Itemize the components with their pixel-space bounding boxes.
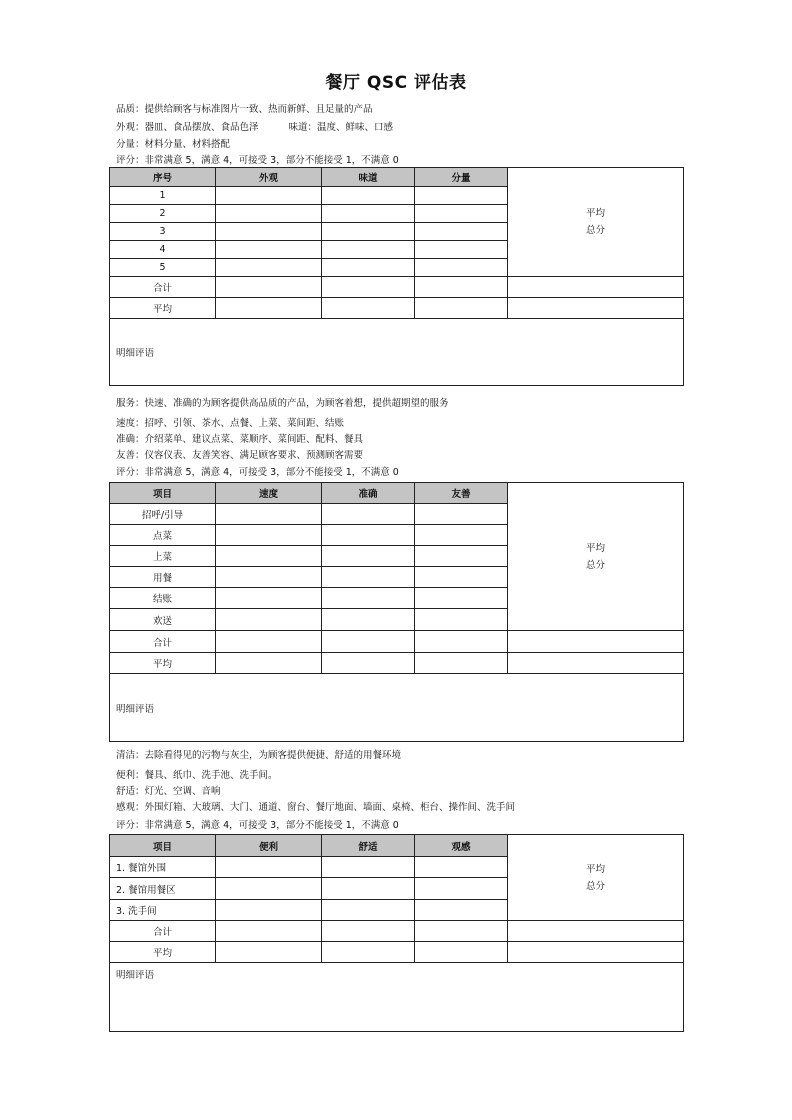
row-label: 1 [110, 187, 216, 205]
score-cell[interactable] [216, 921, 322, 942]
row-label: 招呼/引导 [110, 504, 216, 525]
score-cell[interactable] [322, 631, 415, 653]
service-friendly-line: 友善：仪容仪表、友善笑容、满足顾客要求、预测顾客需要 [116, 450, 364, 461]
service-scoring-line: 评分：非常满意 5，满意 4，可接受 3，部分不能接受 1，不满意 0 [116, 467, 399, 478]
score-cell[interactable] [415, 504, 508, 525]
score-cell[interactable] [322, 609, 415, 631]
total-label: 合计 [110, 921, 216, 942]
row-label: 2 [110, 205, 216, 223]
average-row [110, 653, 684, 674]
score-cell[interactable] [322, 277, 415, 298]
score-cell[interactable] [415, 546, 508, 567]
quality-table [109, 167, 684, 386]
score-cell[interactable] [216, 609, 322, 631]
comment-cell[interactable] [110, 674, 684, 742]
score-cell[interactable] [322, 205, 415, 223]
quality-scoring-line: 评分：非常满意 5，满意 4，可接受 3，部分不能接受 1，不满意 0 [116, 155, 399, 166]
quality-appearance-text: 外观：器皿、食品摆放、食品色泽 [116, 122, 259, 133]
score-cell[interactable] [216, 298, 322, 319]
col-header-convenience: 便利 [216, 835, 322, 857]
score-cell[interactable] [415, 241, 508, 259]
service-speed-line: 速度：招呼、引领、茶水、点餐、上菜、菜间距、结账 [116, 418, 345, 429]
score-cell[interactable] [216, 241, 322, 259]
score-cell[interactable] [322, 921, 415, 942]
clean-scoring-line: 评分：非常满意 5，满意 4，可接受 3，部分不能接受 1，不满意 0 [116, 820, 399, 831]
score-cell[interactable] [322, 223, 415, 241]
score-cell[interactable] [415, 609, 508, 631]
score-cell[interactable] [216, 878, 322, 900]
summary-total-label: 总分 [585, 880, 605, 892]
col-header-accuracy: 准确 [322, 483, 415, 504]
col-header-appearance: 外观 [216, 168, 322, 187]
total-label: 合计 [110, 277, 216, 298]
average-row [110, 942, 684, 963]
col-header-friendly: 友善 [415, 483, 508, 504]
summary-avg-label: 平均 [585, 863, 605, 875]
col-header-item: 项目 [110, 835, 216, 857]
summary-avg-label: 平均 [585, 542, 605, 554]
row-label: 2. 餐馆用餐区 [110, 878, 216, 900]
summary-total-cell[interactable] [508, 631, 684, 653]
table-header-row [110, 835, 684, 857]
col-header-taste: 味道 [322, 168, 415, 187]
average-label: 平均 [110, 653, 216, 674]
score-cell[interactable] [322, 653, 415, 674]
score-cell[interactable] [322, 588, 415, 609]
score-cell[interactable] [322, 298, 415, 319]
quality-taste-text: 味道：温度、鲜味、口感 [288, 122, 394, 133]
quality-definition: 品质：提供给顾客与标准图片一致、热而新鲜、且足量的产品 [116, 104, 373, 115]
col-header-portion: 分量 [415, 168, 508, 187]
summary-average-cell[interactable] [508, 942, 684, 963]
summary-average-cell[interactable] [508, 653, 684, 674]
quality-appearance-line [116, 122, 393, 134]
row-label: 点菜 [110, 525, 216, 546]
score-cell[interactable] [216, 504, 322, 525]
row-label: 上菜 [110, 546, 216, 567]
comment-label: 明细评语 [116, 703, 155, 715]
score-cell[interactable] [216, 653, 322, 674]
score-cell[interactable] [415, 277, 508, 298]
total-label: 合计 [110, 631, 216, 653]
score-cell[interactable] [216, 205, 322, 223]
col-header-speed: 速度 [216, 483, 322, 504]
comment-label: 明细评语 [116, 970, 155, 981]
col-header-item: 项目 [110, 483, 216, 504]
score-cell[interactable] [216, 588, 322, 609]
score-cell[interactable] [415, 259, 508, 277]
comment-row [110, 319, 684, 386]
clean-convenience-line: 便利：餐具、纸巾、洗手池、洗手间。 [116, 770, 278, 781]
col-header-number: 序号 [110, 168, 216, 187]
score-cell[interactable] [216, 525, 322, 546]
service-accuracy-line: 准确：介绍菜单、建议点菜、菜顺序、菜间距、配料、餐具 [116, 434, 364, 445]
score-cell[interactable] [322, 878, 415, 900]
summary-total-cell[interactable] [508, 277, 684, 298]
clean-definition: 清洁：去除看得见的污物与灰尘，为顾客提供便捷、舒适的用餐环境 [116, 750, 402, 761]
quality-summary-cell [508, 168, 684, 277]
service-summary-cell [508, 483, 684, 631]
table-header-row [110, 168, 684, 187]
score-cell[interactable] [216, 567, 322, 588]
score-cell[interactable] [415, 653, 508, 674]
quality-portion-line: 分量：材料分量、材料搭配 [116, 139, 231, 150]
total-row [110, 277, 684, 298]
score-cell[interactable] [415, 857, 508, 878]
comment-cell[interactable] [110, 319, 684, 386]
score-cell[interactable] [415, 588, 508, 609]
summary-total-label: 总分 [585, 559, 605, 571]
score-cell[interactable] [415, 525, 508, 546]
score-cell[interactable] [415, 942, 508, 963]
total-row [110, 921, 684, 942]
score-cell[interactable] [322, 900, 415, 921]
average-label: 平均 [110, 298, 216, 319]
score-cell[interactable] [415, 878, 508, 900]
row-label: 3. 洗手间 [110, 900, 216, 921]
summary-average-cell[interactable] [508, 298, 684, 319]
comment-cell[interactable] [110, 963, 684, 1032]
score-cell[interactable] [216, 546, 322, 567]
score-cell[interactable] [322, 241, 415, 259]
score-cell[interactable] [415, 921, 508, 942]
summary-total-label: 总分 [585, 225, 605, 236]
score-cell[interactable] [322, 546, 415, 567]
row-label: 1. 餐馆外围 [110, 857, 216, 878]
score-cell[interactable] [216, 259, 322, 277]
average-label: 平均 [110, 942, 216, 963]
score-cell[interactable] [216, 857, 322, 878]
comment-row [110, 674, 684, 742]
row-label: 结账 [110, 588, 216, 609]
score-cell[interactable] [322, 567, 415, 588]
clean-perception-line: 感观：外围灯箱、大玻璃、大门、通道、窗台、餐厅地面、墙面、桌椅、柜台、操作间、洗手间 [116, 802, 516, 813]
row-label: 用餐 [110, 567, 216, 588]
average-row [110, 298, 684, 319]
score-cell[interactable] [415, 187, 508, 205]
row-label: 4 [110, 241, 216, 259]
score-cell[interactable] [216, 187, 322, 205]
service-table [109, 482, 684, 742]
score-cell[interactable] [322, 525, 415, 546]
clean-comfort-line: 舒适：灯光、空调、音响 [116, 786, 221, 797]
row-label: 欢送 [110, 609, 216, 631]
score-cell[interactable] [415, 631, 508, 653]
score-cell[interactable] [415, 900, 508, 921]
total-row [110, 631, 684, 653]
service-definition: 服务：快速、准确的为顾客提供高品质的产品，为顾客着想，提供超期望的服务 [116, 398, 449, 409]
comment-label: 明细评语 [116, 348, 155, 359]
clean-table [109, 834, 684, 1032]
score-cell[interactable] [415, 223, 508, 241]
row-label: 5 [110, 259, 216, 277]
row-label: 3 [110, 223, 216, 241]
col-header-comfort: 舒适 [322, 835, 415, 857]
score-cell[interactable] [216, 223, 322, 241]
score-cell[interactable] [322, 259, 415, 277]
col-header-perception: 观感 [415, 835, 508, 857]
score-cell[interactable] [322, 187, 415, 205]
score-cell[interactable] [216, 631, 322, 653]
score-cell[interactable] [415, 298, 508, 319]
score-cell[interactable] [216, 277, 322, 298]
comment-row [110, 963, 684, 1032]
table-header-row [110, 483, 684, 504]
score-cell[interactable] [216, 900, 322, 921]
score-cell[interactable] [216, 942, 322, 963]
summary-avg-label: 平均 [585, 208, 605, 219]
score-cell[interactable] [415, 205, 508, 223]
page-title: 餐厅 QSC 评估表 [325, 73, 467, 93]
clean-summary-cell [508, 835, 684, 921]
score-cell[interactable] [415, 567, 508, 588]
score-cell[interactable] [322, 857, 415, 878]
score-cell[interactable] [322, 504, 415, 525]
summary-total-cell[interactable] [508, 921, 684, 942]
score-cell[interactable] [322, 942, 415, 963]
